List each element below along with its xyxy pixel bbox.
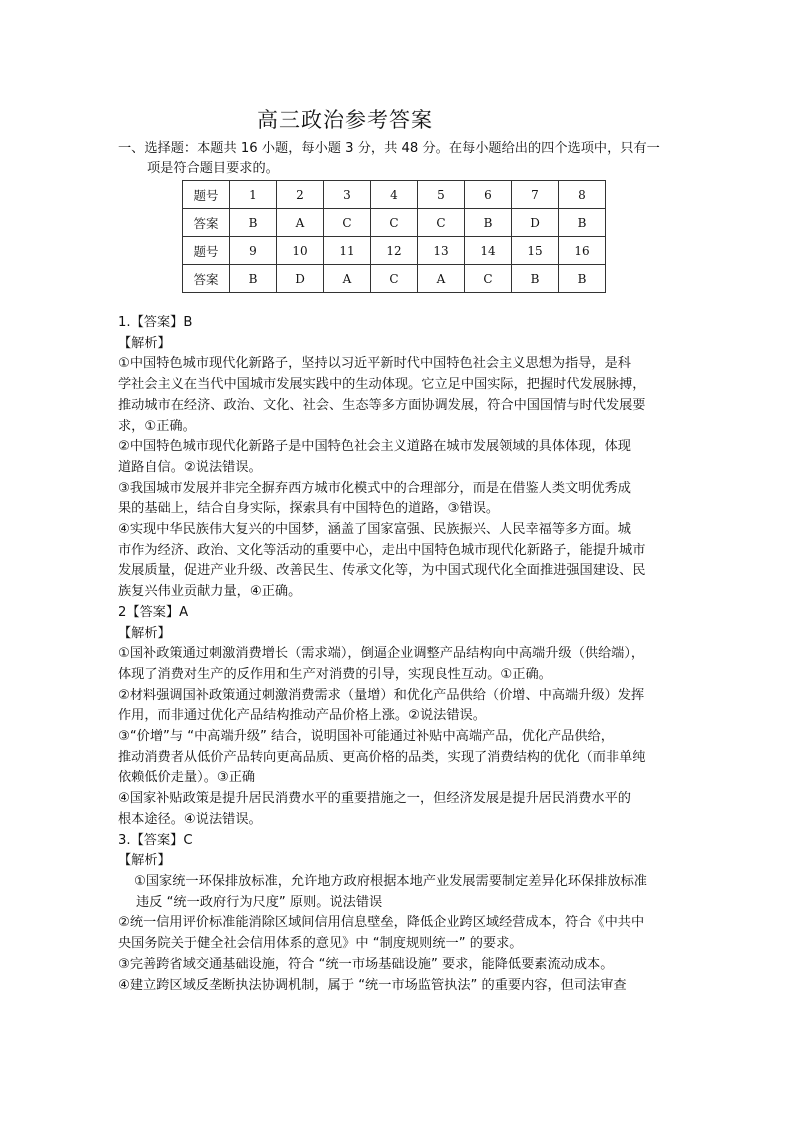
- table-cell: A: [418, 265, 465, 293]
- table-cell: B: [559, 265, 606, 293]
- table-cell: 8: [559, 181, 606, 209]
- section-heading-line-1: 一、选择题：本题共 16 小题，每小题 3 分，共 48 分。在每小题给出的四个选项中，只有一: [118, 141, 660, 156]
- table-cell: 1: [230, 181, 277, 209]
- text-line: 作用，而非通过优化产品结构推动产品价格上涨。②说法错误。: [118, 708, 486, 724]
- table-cell: 7: [512, 181, 559, 209]
- text-line: ④建立跨区域反垄断执法协调机制，属于 “统一市场监管执法” 的重要内容，但司法审查: [118, 977, 627, 993]
- table-cell: 11: [324, 237, 371, 265]
- text-line: ④国家补贴政策是提升居民消费水平的重要措施之一，但经济发展是提升居民消费水平的: [118, 791, 631, 807]
- table-cell: C: [371, 265, 418, 293]
- table-cell: 9: [230, 237, 277, 265]
- table-cell: B: [559, 209, 606, 237]
- analysis-heading: 【解析】: [118, 335, 171, 351]
- table-cell: 4: [371, 181, 418, 209]
- section-heading: [118, 139, 688, 179]
- text-line: 求，①正确。: [118, 418, 196, 434]
- table-cell: A: [324, 265, 371, 293]
- text-line: 果的基础上，结合自身实际，探索具有中国特色的道路，③错误。: [118, 501, 500, 517]
- table-cell: 答案: [183, 265, 230, 293]
- answer-heading: 2【答案】A: [118, 604, 189, 620]
- table-cell: B: [230, 209, 277, 237]
- table-row: [183, 209, 606, 237]
- text-line: 根本途径。④说法错误。: [118, 811, 262, 827]
- analysis-heading: 【解析】: [118, 625, 171, 641]
- table-cell: B: [230, 265, 277, 293]
- section-heading-line-2: 项是符合题目要求的。: [147, 161, 279, 176]
- text-line: 发展质量，促进产业升级、改善民生、传承文化等，为中国式现代化全面推进强国建设、民: [118, 563, 646, 579]
- table-row: [183, 237, 606, 265]
- table-cell: B: [465, 209, 512, 237]
- table-cell: 14: [465, 237, 512, 265]
- table-cell: B: [512, 265, 559, 293]
- text-line: 族复兴伟业贡献力量，④正确。: [118, 584, 302, 600]
- analysis-heading: 【解析】: [118, 853, 171, 869]
- text-line: ②材料强调国补政策通过刺激消费需求（量增）和优化产品供给（价增、中高端升级）发挥: [118, 687, 645, 703]
- text-line: 道路自信。②说法错误。: [118, 459, 262, 475]
- text-line: 市作为经济、政治、文化等活动的重要中心，走出中国特色城市现代化新路子，能提升城市: [118, 542, 646, 558]
- text-line: ①国家统一环保排放标准，允许地方政府根据本地产业发展需要制定差异化环保排放标准: [134, 873, 647, 889]
- text-line: 推动消费者从低价产品转向更高品质、更高价格的品类，实现了消费结构的优化（而非单纯: [118, 749, 646, 765]
- text-line: ①中国特色城市现代化新路子，坚持以习近平新时代中国特色社会主义思想为指导，是科: [118, 356, 631, 372]
- answer-heading: 3.【答案】C: [118, 832, 193, 848]
- table-cell: C: [371, 209, 418, 237]
- table-cell: 16: [559, 237, 606, 265]
- text-line: 推动城市在经济、政治、文化、社会、生态等多方面协调发展，符合中国国情与时代发展要: [118, 397, 646, 413]
- table-cell: 3: [324, 181, 371, 209]
- table-cell: 12: [371, 237, 418, 265]
- text-line: 学社会主义在当代中国城市发展实践中的生动体现。它立足中国实际，把握时代发展脉搏，: [118, 377, 646, 393]
- table-cell: 10: [277, 237, 324, 265]
- text-line: ②中国特色城市现代化新路子是中国特色社会主义道路在城市发展领域的具体体现，体现: [118, 439, 631, 455]
- table-cell: 15: [512, 237, 559, 265]
- text-line: ②统一信用评价标准能消除区域间信用信息壁垒，降低企业跨区域经营成本，符合《中共中: [118, 915, 645, 931]
- table-cell: 2: [277, 181, 324, 209]
- table-row: [183, 181, 606, 209]
- text-line: 体现了消费对生产的反作用和生产对消费的引导，实现良性互动。①正确。: [118, 666, 552, 682]
- text-line: 央国务院关于健全社会信用体系的意见》中 “制度规则统一” 的要求。: [118, 936, 523, 952]
- table-cell: 5: [418, 181, 465, 209]
- text-line: ④实现中华民族伟大复兴的中国梦，涵盖了国家富强、民族振兴、人民幸福等多方面。城: [118, 522, 631, 538]
- table-cell: 题号: [183, 181, 230, 209]
- table-cell: A: [277, 209, 324, 237]
- table-cell: 答案: [183, 209, 230, 237]
- answer-explanations: [118, 313, 686, 996]
- table-cell: C: [324, 209, 371, 237]
- answer-heading: 1.【答案】B: [118, 315, 193, 330]
- table-cell: 13: [418, 237, 465, 265]
- table-cell: C: [418, 209, 465, 237]
- text-line: ①国补政策通过刺激消费增长（需求端），倒逼企业调整产品结构向中高端升级（供给端），: [118, 646, 645, 662]
- table-cell: D: [277, 265, 324, 293]
- text-line: 依赖低价走量）。③正确: [118, 770, 256, 786]
- table-cell: C: [465, 265, 512, 293]
- text-line: ③我国城市发展并非完全摒弃西方城市化模式中的合理部分，而是在借鉴人类文明优秀成: [118, 480, 631, 496]
- text-line: ③完善跨省域交通基础设施，符合 “统一市场基础设施” 要求，能降低要素流动成本。: [118, 956, 614, 972]
- text-line: 违反 “统一政府行为尺度” 原则。说法错误: [136, 894, 383, 910]
- page-title: 高三政治参考答案: [257, 108, 433, 132]
- table-cell: 6: [465, 181, 512, 209]
- table-cell: D: [512, 209, 559, 237]
- text-line: ③“价增”与 “中高端升级” 结合，说明国补可能通过补贴中高端产品，优化产品供给，: [118, 729, 614, 745]
- table-cell: 题号: [183, 237, 230, 265]
- answer-table: [182, 180, 606, 293]
- table-row: [183, 265, 606, 293]
